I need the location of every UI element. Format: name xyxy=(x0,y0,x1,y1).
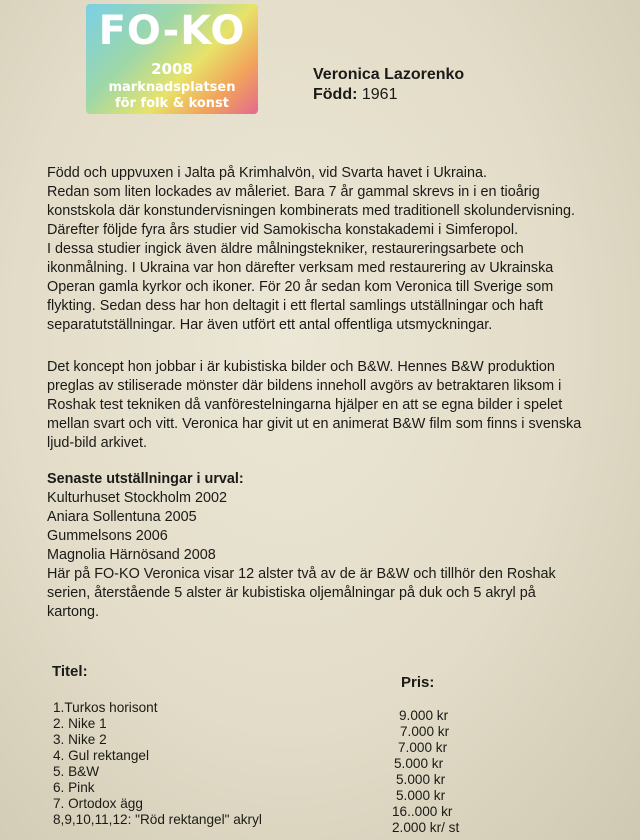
exhibitions-heading: Senaste utställningar i urval: xyxy=(47,471,244,487)
exhibition-note: Här på FO-KO Veronica visar 12 alster två av de är B&W och tillhör den Roshak xyxy=(47,566,556,582)
work-title: 6. Pink xyxy=(53,780,95,795)
born-year: 1961 xyxy=(361,86,398,103)
fo-ko-logo xyxy=(86,4,258,114)
bio-line: ikonmålning. I Ukraina var hon därefter verksam med restaurering av Ukrainska xyxy=(47,260,554,276)
logo-title: FO-KO xyxy=(98,8,246,54)
artist-born xyxy=(313,86,397,104)
concept-line: preglas av stiliserade mönster där bildens inneholl avgörs av betraktaren liksom i xyxy=(47,378,562,394)
concept-line: Det koncept hon jobbar i är kubistiska bilder och B&W. Hennes B&W produktion xyxy=(47,359,555,375)
work-title: 5. B&W xyxy=(53,764,100,779)
bio-line: konstskola där konstundervisningen kombinerats med traditionell skolundervisning. xyxy=(47,203,575,219)
born-label: Född: xyxy=(313,86,358,103)
prices-heading: Pris: xyxy=(401,674,435,691)
work-price: 2.000 kr/ st xyxy=(392,820,460,835)
exhibition-item: Kulturhuset Stockholm 2002 xyxy=(47,490,227,506)
work-price: 7.000 kr xyxy=(400,724,450,739)
work-price: 9.000 kr xyxy=(399,708,449,723)
bio-line: Operan gamla kyrkor och ikoner. För 20 år sedan kom Veronica till Sverige som xyxy=(47,279,554,295)
works-prices xyxy=(392,708,462,836)
bio-line: I dessa studier ingick även äldre målningstekniker, restaureringsarbete och xyxy=(47,241,524,257)
logo-year: 2008 xyxy=(151,60,193,78)
work-title: 4. Gul rektangel xyxy=(53,748,149,763)
work-price: 5.000 kr xyxy=(396,772,446,787)
bio-line: flykting. Sedan dess har hon deltagit i ett flertal samlings utställningar och haft xyxy=(47,298,543,314)
concept-line: ljud-bild arkivet. xyxy=(47,435,147,451)
logo-tagline-1: marknadsplatsen xyxy=(108,80,236,95)
logo-tagline-2: för folk & konst xyxy=(114,96,230,111)
works-titles xyxy=(53,700,262,828)
bio-line: Redan som liten lockades av måleriet. Bara 7 år gammal skrevs in i en tioårig xyxy=(47,184,540,200)
bio-line: Därefter följde fyra års studier vid Samokischa konstakademi i Simferopol. xyxy=(47,222,519,238)
concept-line: Roshak test tekniken då vanförestelningarna hjälper en att se egna bilder i spelet xyxy=(47,397,563,413)
work-title: 2. Nike 1 xyxy=(53,716,107,731)
exhibitions xyxy=(47,470,627,622)
exhibition-note: serien, återstående 5 alster är kubistiska oljemålningar på duk och 5 akryl på xyxy=(47,585,536,601)
work-title: 8,9,10,11,12: "Röd rektangel" akryl xyxy=(53,812,262,827)
bio-line: separatutställningar. Har även utfört ett antal offentliga utsmyckningar. xyxy=(47,317,493,333)
concept-line: mellan svart och vitt. Veronica har givit ut en animerat B&W film som finns i svenska xyxy=(47,416,582,432)
artist-name: Veronica Lazorenko xyxy=(313,66,465,83)
work-price: 16..000 kr xyxy=(392,804,453,819)
work-title: 7. Ortodox ägg xyxy=(53,796,143,811)
exhibition-item: Gummelsons 2006 xyxy=(47,528,168,544)
work-title: 3. Nike 2 xyxy=(53,732,107,747)
work-title: 1.Turkos horisont xyxy=(53,700,158,715)
work-price: 5.000 kr xyxy=(394,756,444,771)
bio-line: Född och uppvuxen i Jalta på Krimhalvön, vid Svarta havet i Ukraina. xyxy=(47,165,487,181)
work-price: 5.000 kr xyxy=(396,788,446,803)
biography xyxy=(47,164,627,335)
titles-heading: Titel: xyxy=(52,663,88,680)
concept xyxy=(47,358,627,453)
work-price: 7.000 kr xyxy=(398,740,448,755)
exhibition-item: Aniara Sollentuna 2005 xyxy=(47,509,197,525)
exhibition-item: Magnolia Härnösand 2008 xyxy=(47,547,216,563)
exhibition-note: kartong. xyxy=(47,604,99,620)
